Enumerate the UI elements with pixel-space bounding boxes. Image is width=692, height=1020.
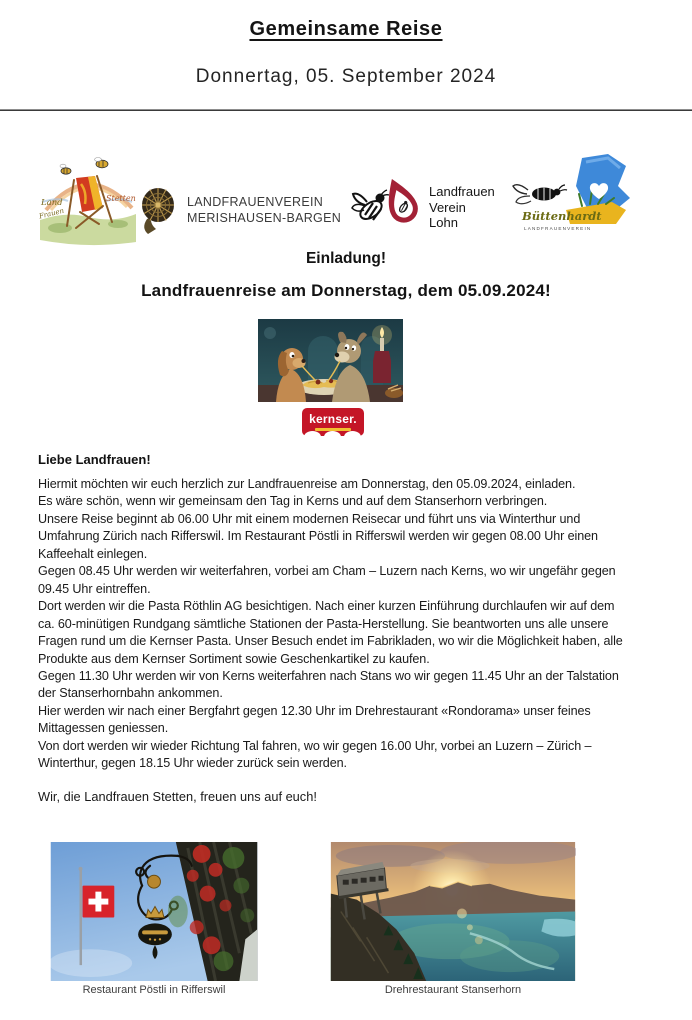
gold-emblem (148, 875, 161, 888)
letter-line: 09.45 Uhr eintreffen. (38, 581, 151, 596)
kernser-scallop (344, 431, 361, 443)
buettenhardt-art-icon (510, 152, 640, 246)
lohn-line3: Lohn (429, 215, 458, 230)
kernser-brand-text: kernser. (309, 412, 357, 426)
lady-and-tramp-photo (258, 319, 403, 402)
letter-line: Mittagessen geniessen. (38, 721, 169, 736)
kernser-scallop (304, 431, 321, 443)
trip-title: Landfrauenreise am Donnerstag, dem 05.09.2024! (141, 281, 551, 300)
salutation: Liebe Landfrauen! (38, 452, 151, 467)
invitation-heading: Einladung! (305, 250, 387, 267)
bee-icon (60, 164, 71, 174)
ammonite-icon (138, 184, 178, 236)
stetten-word-frauen: Frauen (38, 206, 65, 221)
photo-restaurant-poestli (50, 842, 258, 981)
logo-landfrauen-stetten (36, 156, 140, 250)
lohn-line2: Verein (429, 199, 466, 215)
letter-line: Es wäre schön, wenn wir gemeinsam den Tag in Kerns und auf dem Stanserhorn verbringen. (38, 494, 548, 509)
photo-caption-left: Restaurant Pöstli in Rifferswil (82, 984, 226, 996)
letter-line: Gegen 08.45 Uhr werden wir weiterfahren, vorbei am Cham – Luzern nach Kerns, wo wir ungefähr gegen (38, 564, 616, 579)
buettenhardt-caps-text: LANDFRAUENVEREIN (524, 226, 592, 231)
letter-line: Hier werden wir nach einer Bergfahrt gegen 12.30 Uhr im Drehrestaurant «Rondorama» unser feines (38, 703, 591, 718)
photo-stanserhorn (330, 842, 576, 981)
letter-body (38, 476, 678, 773)
page-title: Gemeinsame Reise (249, 18, 443, 40)
merishausen-line2: MERISHAUSEN-BARGEN (187, 211, 342, 225)
buettenhardt-script-text: Büttenhardt (522, 209, 602, 223)
letter-line: Hiermit möchten wir euch herzlich zur Landfrauenreise am Donnerstag, den 05.09.2024, einladen. (38, 477, 576, 491)
letter-line: Umfahrung Zürich nach Rifferswil. Im Restaurant Pöstli in Rifferswil werden wir gegen 08.00 Uhr einen (38, 529, 598, 544)
stetten-word-land: Land (41, 198, 63, 208)
letter-line: der Stanserhornbahn ankommen. (38, 686, 223, 701)
kernser-red-shield (302, 408, 364, 436)
letter-line: Produkte aus dem Kernser Sortiment sowie Geschenkartikel zu kaufen. (38, 651, 430, 666)
letter-line: Winterthur, gegen 18.15 Uhr wieder zurück sein werden. (38, 756, 347, 771)
letter-line: Unsere Reise beginnt ab 06.00 Uhr mit einem modernen Reisecar und führt uns via Winterthur und (38, 511, 581, 526)
logo-merishausen-bargen (138, 184, 341, 236)
letter-line: Gegen 11.30 Uhr werden wir von Kerns weiterfahren nach Stans wo wir gegen 11.45 Uhr an der Talstation (38, 668, 619, 683)
letter-line: Fragen rund um die Kernser Pasta. Unser Besuch endet im Fabrikladen, wo wir die Möglichkeit haben, alle (38, 634, 623, 649)
closing-line: Wir, die Landfrauen Stetten, freuen uns auf euch! (38, 789, 317, 804)
candle-icon (372, 325, 392, 383)
lohn-drop-emblem (380, 174, 424, 232)
bee-icon (95, 158, 108, 168)
letter-line: ca. 60-minütigen Rundgang sämtliche Stationen der Pasta-Herstellung. Sie beantworten uns alle unsere (38, 616, 609, 631)
kernser-logo (302, 408, 364, 442)
date-line: Donnertag, 05. September 2024 (195, 66, 497, 87)
letter-line: Kaffeehalt einlegen. (38, 546, 148, 561)
stetten-watercolor-icon (36, 156, 140, 250)
stetten-word-stetten: Stetten (106, 194, 136, 203)
logo-landfrauenverein-lohn (350, 174, 495, 232)
logo-buettenhardt (510, 152, 640, 251)
header-divider (0, 109, 692, 111)
letter-line: Dort werden wir die Pasta Röthlin AG besichtigen. Nach einer kurzen Einführung durchlaufen wir auf dem (38, 599, 615, 614)
kernser-scallop (324, 431, 341, 443)
letter-line: Von dort werden wir wieder Richtung Tal fahren, wo wir gegen 16.00 Uhr, vorbei an Luzern – Zürich – (38, 738, 592, 753)
bee-icon (513, 185, 567, 204)
lohn-line1: Landfrauen (429, 184, 495, 199)
photo-caption-right: Drehrestaurant Stanserhorn (384, 984, 522, 996)
merishausen-line1: LANDFRAUENVEREIN (187, 195, 324, 209)
